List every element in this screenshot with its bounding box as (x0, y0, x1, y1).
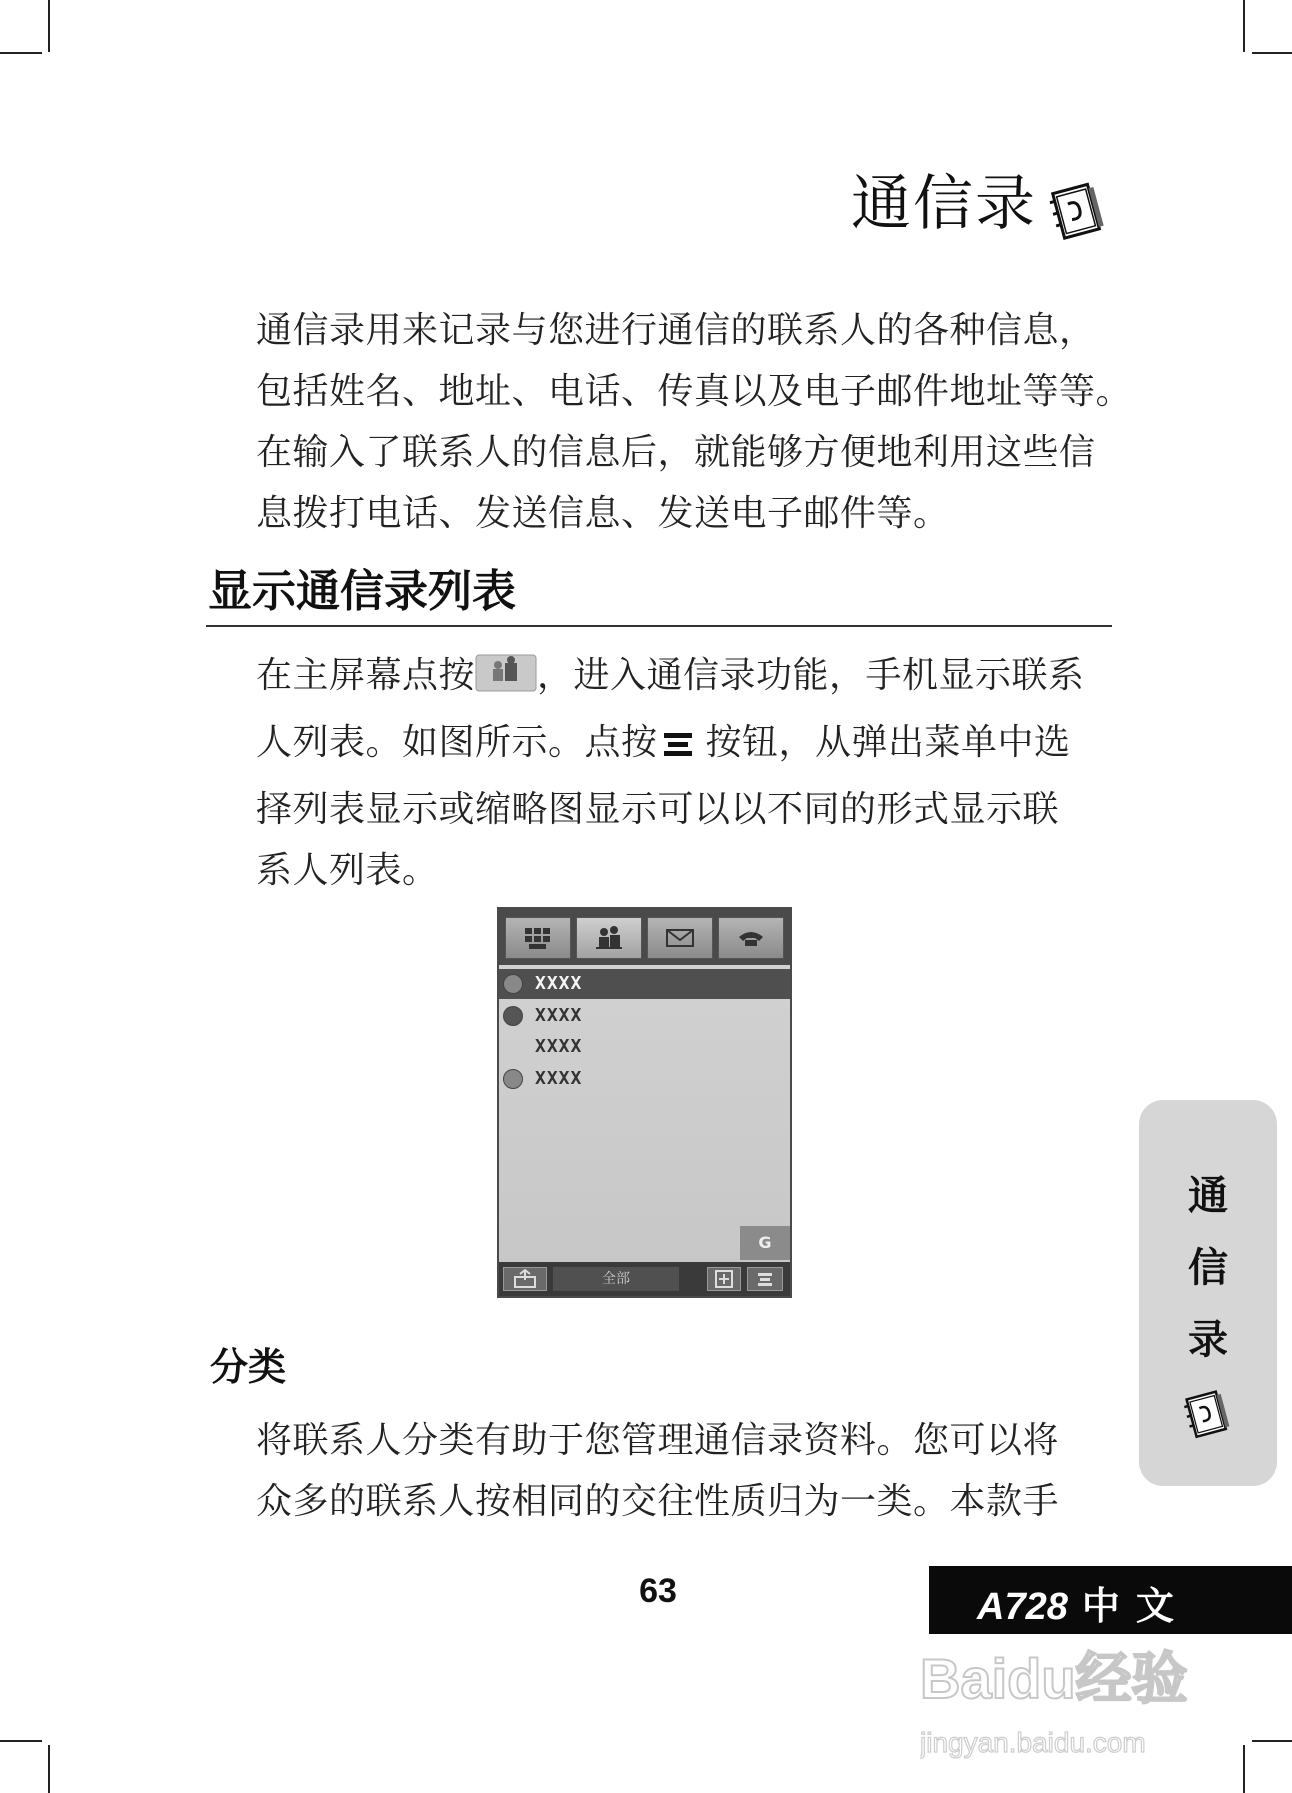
text-segment: 在主屏幕点按 (256, 655, 476, 696)
chapter-side-tab (1139, 1100, 1277, 1486)
intro-line: 在输入了联系人的信息后，就能够方便地利用这些信 (256, 432, 1096, 473)
contact-name: XXXX (535, 1036, 583, 1057)
baidu-watermark (920, 1628, 1220, 1768)
contact-name: XXXX (535, 1005, 583, 1026)
text-segment: 人列表。如图所示。点按 (256, 722, 658, 763)
menu-button[interactable] (747, 1267, 783, 1291)
intro-line: 包括姓名、地址、电话、传真以及电子邮件地址等等。 (256, 371, 1133, 412)
address-book-icon (1181, 1388, 1233, 1440)
section-line: 系人列表。 (256, 850, 439, 891)
phone-tab-bar (499, 909, 790, 965)
section-line (256, 645, 1116, 712)
subsection-line: 将联系人分类有助于您管理通信录资料。您可以将 (256, 1420, 1060, 1461)
language-label: 中文 (1081, 1586, 1190, 1628)
address-book-icon (1046, 180, 1108, 242)
phone-screenshot (497, 907, 792, 1298)
model-name: A728 (977, 1586, 1068, 1628)
contact-row[interactable] (499, 1001, 790, 1031)
intro-line: 息拨打电话、发送信息、发送电子邮件等。 (256, 493, 950, 534)
contact-name: XXXX (535, 973, 583, 994)
crop-mark (1243, 0, 1245, 52)
avatar (503, 1069, 523, 1089)
section-line: 择列表显示或缩略图显示可以以不同的形式显示联 (256, 789, 1060, 830)
contact-name: XXXX (535, 1068, 583, 1089)
crop-mark (1252, 1740, 1292, 1742)
subsection-paragraph (256, 1410, 1116, 1532)
section-divider (206, 625, 1112, 627)
avatar (503, 1006, 523, 1026)
text-segment: 按钮，从弹出菜单中选 (693, 722, 1071, 763)
watermark-text: Baidu经验 (920, 1647, 1188, 1710)
contact-row[interactable] (499, 1064, 790, 1094)
watermark-url: jingyan.baidu.com (920, 1727, 1146, 1758)
page-number: 63 (639, 1572, 677, 1610)
crop-mark (0, 1740, 42, 1742)
group-filter-select[interactable]: 全部 (553, 1267, 679, 1291)
text-segment: ，进入通信录功能，手机显示联系 (537, 655, 1085, 696)
menu-icon (658, 718, 694, 779)
export-button[interactable] (503, 1267, 547, 1291)
subsection-heading: 分类 (210, 1345, 287, 1389)
phone-bottom-bar (499, 1262, 790, 1296)
subsection-line: 众多的联系人按相同的交往性质归为一类。本款手 (256, 1481, 1060, 1522)
intro-paragraph (256, 300, 1133, 544)
contacts-icon[interactable] (576, 917, 642, 959)
crop-mark (0, 52, 42, 54)
add-contact-button[interactable] (707, 1267, 741, 1291)
side-tab-char: 信 (1188, 1244, 1228, 1291)
crop-mark (1252, 52, 1292, 54)
section-paragraph (256, 645, 1116, 901)
crop-mark (48, 1745, 50, 1793)
contacts-icon (475, 651, 537, 712)
model-label (977, 1575, 1190, 1630)
keypad-icon[interactable] (505, 917, 571, 959)
side-tab-char: 录 (1188, 1316, 1228, 1363)
avatar (503, 974, 523, 994)
contact-row[interactable] (499, 969, 790, 999)
crop-mark (1243, 1745, 1245, 1793)
section-line (256, 712, 1116, 779)
message-icon[interactable] (647, 917, 713, 959)
section-heading: 显示通信录列表 (208, 566, 516, 617)
crop-mark (48, 0, 50, 52)
model-banner (929, 1566, 1292, 1634)
call-log-icon[interactable] (718, 917, 784, 959)
intro-line: 通信录用来记录与您进行通信的联系人的各种信息， (256, 310, 1096, 351)
index-letter[interactable]: G (740, 1226, 790, 1260)
contact-row[interactable] (499, 1032, 790, 1062)
chapter-title: 通信录 (851, 169, 1037, 239)
side-tab-char: 通 (1188, 1172, 1228, 1219)
